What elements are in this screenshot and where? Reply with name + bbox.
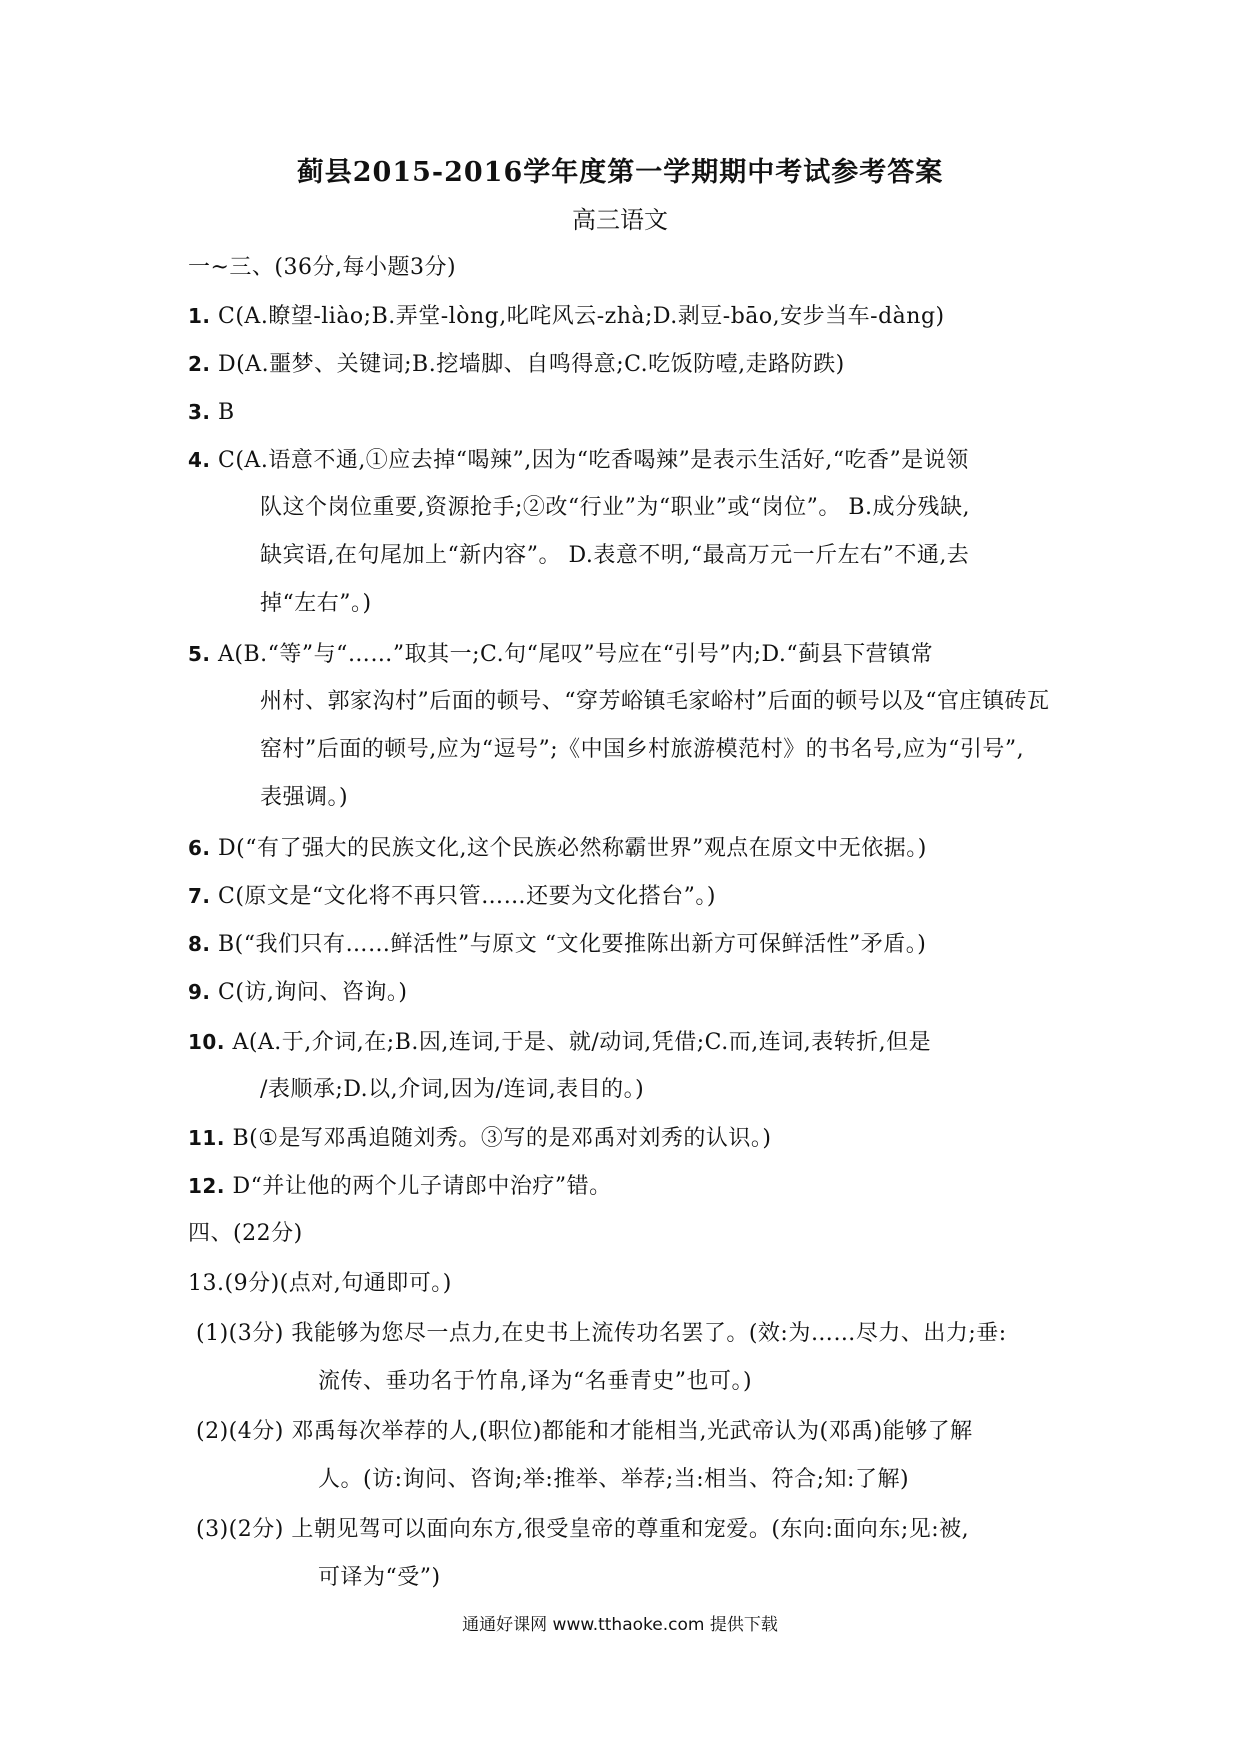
- answer-text: B(“我们只有……鲜活性”与原文 “文化要推陈出新方可保鲜活性”矛盾。): [218, 932, 927, 957]
- answer-3: [188, 396, 235, 429]
- q13-part-3-line-2: 可译为“受”): [318, 1565, 441, 1590]
- q13-part-1: [196, 1318, 1007, 1350]
- q13-part-1-line-2: 流传、垂功名于竹帛,译为“名垂青史”也可。): [318, 1369, 753, 1394]
- answer-10: [188, 1026, 931, 1059]
- answer-text: C(A.瞭望-liào;B.弄堂-lòng,叱咤风云-zhà;D.剥豆-bāo,安步当车-dàng): [218, 304, 945, 329]
- answer-11: [188, 1122, 772, 1155]
- q13-part-2-line-2: 人。(访:询问、咨询;举:推举、举荐;当:相当、符合;知:了解): [318, 1467, 910, 1492]
- q13-part-2: [196, 1416, 973, 1448]
- answer-7: [188, 880, 716, 913]
- answer-8: [188, 928, 926, 961]
- answer-2: [188, 348, 845, 381]
- answer-number: 8.: [188, 932, 211, 956]
- answer-12: [188, 1170, 612, 1203]
- page-footer: 通通好课网 www.tthaoke.com 提供下载: [462, 1615, 778, 1635]
- answer-number: 5.: [188, 642, 211, 666]
- answer-text: D“并让他的两个儿子请郎中治疗”错。: [232, 1174, 612, 1199]
- answer-number: 10.: [188, 1030, 225, 1054]
- answer-number: 11.: [188, 1126, 225, 1150]
- answer-number: 9.: [188, 980, 211, 1004]
- answer-5: [188, 638, 933, 671]
- answer-4: [188, 444, 969, 477]
- answer-4-line-3: 缺宾语,在句尾加上“新内容”。 D.表意不明,“最高万元一斤左右”不通,去: [260, 543, 970, 568]
- answer-number: 6.: [188, 836, 211, 860]
- answer-text: B(①是写邓禹追随刘秀。③写的是邓禹对刘秀的认识。): [232, 1126, 772, 1151]
- question-13-header: 13.(9分)(点对,句通即可。): [188, 1271, 452, 1296]
- answer-text: C(A.语意不通,①应去掉“喝辣”,因为“吃香喝辣”是表示生活好,“吃香”是说领: [218, 448, 969, 473]
- document-title: 蓟县2015-2016学年度第一学期期中考试参考答案: [296, 157, 944, 188]
- answer-number: 7.: [188, 884, 211, 908]
- answer-text: D(A.噩梦、关键词;B.挖墙脚、自鸣得意;C.吃饭防噎,走路防跌): [218, 352, 845, 377]
- answer-text: C(原文是“文化将不再只管……还要为文化搭台”。): [218, 884, 717, 909]
- section-4-header: 四、(22分): [188, 1221, 303, 1246]
- part-text: 邓禹每次举荐的人,(职位)都能和才能相当,光武帝认为(邓禹)能够了解: [291, 1419, 973, 1444]
- answer-4-line-4: 掉“左右”。): [260, 591, 372, 616]
- part-text: 我能够为您尽一点力,在史书上流传功名罢了。(效:为……尽力、出力;垂:: [291, 1321, 1007, 1346]
- answer-5-line-3: 窑村”后面的顿号,应为“逗号”;《中国乡村旅游模范村》的书名号,应为“引号”,: [260, 737, 1025, 762]
- answer-5-line-2: 州村、郭家沟村”后面的顿号、“穿芳峪镇毛家峪村”后面的顿号以及“官庄镇砖瓦: [260, 689, 1050, 714]
- answer-1: [188, 300, 945, 333]
- part-label: (3)(2分): [196, 1517, 284, 1542]
- part-label: (2)(4分): [196, 1419, 284, 1444]
- section-1-header: 一~三、(36分,每小题3分): [188, 255, 457, 280]
- answer-5-line-4: 表强调。): [260, 785, 349, 810]
- part-text: 上朝见驾可以面向东方,很受皇帝的尊重和宠爱。(东向:面向东;见:被,: [291, 1517, 970, 1542]
- answer-number: 4.: [188, 448, 211, 472]
- answer-text: A(B.“等”与“……”取其一;C.句“尾叹”号应在“引号”内;D.“蓟县下营镇常: [218, 642, 934, 667]
- answer-number: 3.: [188, 400, 211, 424]
- answer-number: 2.: [188, 352, 211, 376]
- answer-text: C(访,询问、咨询。): [218, 980, 408, 1005]
- answer-6: [188, 832, 927, 865]
- answer-number: 1.: [188, 304, 211, 328]
- answer-text: A(A.于,介词,在;B.因,连词,于是、就/动词,凭借;C.而,连词,表转折,但是: [232, 1030, 932, 1055]
- document-subtitle: 高三语文: [572, 206, 668, 234]
- q13-part-3: [196, 1514, 969, 1546]
- answer-4-line-2: 队这个岗位重要,资源抢手;②改“行业”为“职业”或“岗位”。 B.成分残缺,: [260, 495, 971, 520]
- answer-10-line-2: /表顺承;D.以,介词,因为/连词,表目的。): [260, 1077, 645, 1102]
- answer-text: B: [218, 400, 235, 425]
- answer-number: 12.: [188, 1174, 225, 1198]
- answer-text: D(“有了强大的民族文化,这个民族必然称霸世界”观点在原文中无依据。): [218, 836, 927, 861]
- answer-9: [188, 976, 408, 1009]
- part-label: (1)(3分): [196, 1321, 284, 1346]
